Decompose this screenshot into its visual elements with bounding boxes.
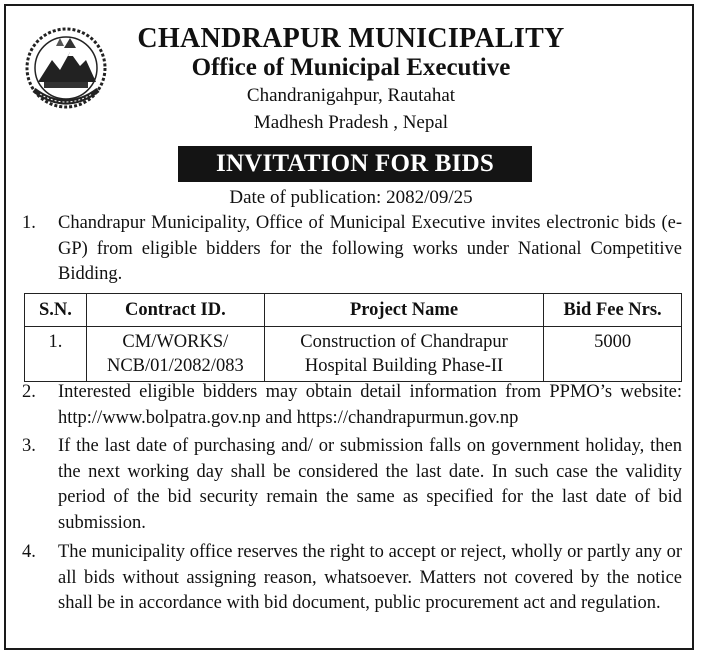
header-project-name: Project Name: [264, 294, 543, 327]
paragraph-2: [22, 380, 682, 431]
cell-contract-id: [86, 327, 264, 382]
paragraph-4: [22, 540, 682, 617]
cell-project-name: [264, 327, 543, 382]
address-line-2: Madhesh Pradesh , Nepal: [253, 112, 449, 133]
header-sn: S.N.: [25, 294, 87, 327]
municipality-title: CHANDRAPUR MUNICIPALITY: [137, 23, 565, 54]
cell-sn: 1.: [25, 327, 87, 382]
notice-banner: INVITATION FOR BIDS: [178, 146, 532, 182]
paragraph-number: 4.: [22, 542, 36, 562]
paragraph-number: 3.: [22, 436, 36, 456]
paragraph-text: The municipality office reserves the right to accept or reject, wholly or partly any or all bids without assigning reason, whatsoever. Matters not covered by the notice shall be in accordance with bid document, public procurement act and regulation.: [58, 542, 682, 613]
paragraph-text: Chandrapur Municipality, Office of Municipal Executive invites electronic bids (e-GP) from eligible bidders for the following works under National Competitive Bidding.: [58, 213, 682, 284]
paragraph-1: [22, 211, 682, 288]
table-row: [25, 327, 682, 382]
bids-table: [24, 293, 682, 382]
paragraph-number: 1.: [22, 213, 36, 233]
project-name-line-1: Construction of Chandrapur: [300, 332, 508, 352]
address-line-1: Chandranigahpur, Rautahat: [246, 85, 456, 106]
notice-header: [6, 24, 696, 136]
paragraph-text: Interested eligible bidders may obtain detail information from PPMO’s website: http://www.bolpatra.gov.np and https://chandrapurmun.gov.np: [58, 382, 682, 428]
header-bid-fee: Bid Fee Nrs.: [544, 294, 682, 327]
office-subtitle: Office of Municipal Executive: [191, 54, 511, 81]
contract-id-line-1: CM/WORKS/: [122, 332, 229, 352]
publication-date: Date of publication: 2082/09/25: [229, 187, 473, 208]
paragraph-3: [22, 434, 682, 536]
notice-page: [4, 4, 694, 650]
contract-id-line-2: NCB/01/2082/083: [106, 356, 244, 376]
paragraph-number: 2.: [22, 382, 36, 402]
cell-bid-fee: 5000: [544, 327, 682, 382]
header-contract-id: Contract ID.: [86, 294, 264, 327]
project-name-line-2: Hospital Building Phase-II: [304, 356, 504, 376]
table-header-row: [25, 294, 682, 327]
paragraph-text: If the last date of purchasing and/ or submission falls on government holiday, then the next working day shall be considered the last date. In such case the validity period of the bid security remain the same as specified for the last date of bid submission.: [58, 436, 682, 533]
